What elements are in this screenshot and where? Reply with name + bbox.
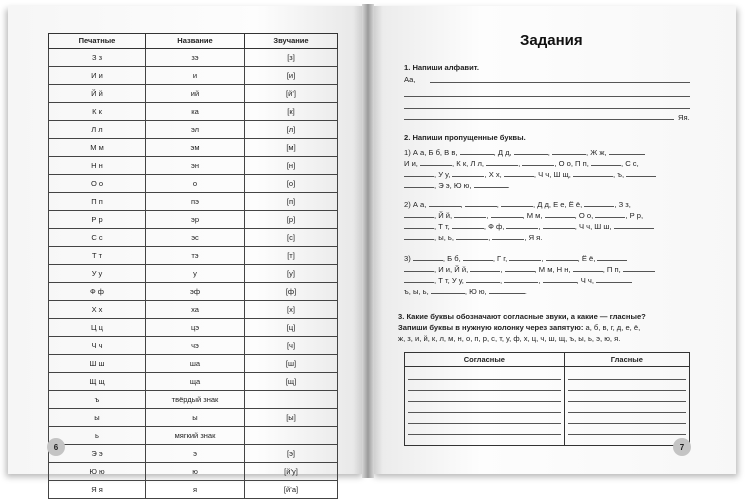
letter-sound-cell: [п] [245,192,338,210]
letter-cell: П п [49,192,146,210]
letter-name-cell: и [146,66,245,84]
letter-sound-cell: [ы] [245,408,338,426]
blank[interactable] [491,211,523,218]
task2-p2-line4: , ы, ь, , , Я я. [404,233,542,242]
task3-question: 3. Какие буквы обозначают согласные звуки, а какие — гласные? [398,312,646,321]
consonants-answer-cell[interactable] [405,367,565,446]
letter-sound-cell: [з] [245,48,338,66]
letter-cell: Щ щ [49,372,146,390]
letter-sound-cell: [л] [245,120,338,138]
letter-sound-cell: [ч] [245,336,338,354]
letter-sound-cell: [и] [245,66,338,84]
blank[interactable] [591,159,621,166]
blank[interactable] [404,233,434,240]
letter-name-cell: эф [146,282,245,300]
blank[interactable] [552,148,586,155]
alphabet-row [49,444,338,462]
task2-p1-line3: , У у, , Х х, , Ч ч, Ш щ, , ъ, [404,170,656,179]
blank[interactable] [546,254,578,261]
letter-sound-cell: [о] [245,174,338,192]
header-printed: Печатные [49,34,146,49]
alphabet-row [49,246,338,264]
blank[interactable] [404,211,434,218]
letter-cell: М м [49,138,146,156]
alphabet-table-header [49,34,338,49]
letter-sound-cell: [й’а] [245,480,338,498]
blank[interactable] [431,287,465,294]
blank[interactable] [452,222,484,229]
alphabet-row [49,336,338,354]
write-line[interactable] [430,82,690,83]
letter-sound-cell: [м] [245,138,338,156]
letter-cell: З з [49,48,146,66]
letter-cell: Й й [49,84,146,102]
answer-table [404,352,690,446]
letter-cell: Р р [49,210,146,228]
header-vowels: Гласные [564,353,689,367]
blank[interactable] [584,200,614,207]
blank[interactable] [506,222,538,229]
blank[interactable] [596,276,632,283]
blank[interactable] [474,181,508,188]
blank[interactable] [573,265,603,272]
letter-cell: Н н [49,156,146,174]
blank[interactable] [404,181,434,188]
alphabet-row [49,408,338,426]
write-line[interactable] [404,108,690,109]
letter-cell: И и [49,66,146,84]
alphabet-row [49,210,338,228]
alphabet-row [49,120,338,138]
write-line[interactable] [404,119,674,120]
letter-cell: ь [49,426,146,444]
alphabet-row [49,138,338,156]
blank[interactable] [413,254,443,261]
blank[interactable] [456,233,488,240]
alphabet-row [49,354,338,372]
page-title: Задания [520,32,583,49]
letter-name-cell: цэ [146,318,245,336]
letter-name-cell: ша [146,354,245,372]
alphabet-row [49,372,338,390]
blank[interactable] [404,265,434,272]
blank[interactable] [609,148,645,155]
letter-name-cell: тэ [146,246,245,264]
letter-name-cell: о [146,174,245,192]
letter-sound-cell: [ш] [245,354,338,372]
letter-name-cell: пэ [146,192,245,210]
letter-cell: О о [49,174,146,192]
blank[interactable] [543,222,575,229]
letter-cell: ы [49,408,146,426]
letter-cell: Ч ч [49,336,146,354]
blank[interactable] [522,159,554,166]
blank[interactable] [463,254,493,261]
alphabet-row [49,192,338,210]
blank[interactable] [543,276,577,283]
blank[interactable] [404,276,434,283]
alphabet-row [49,48,338,66]
blank[interactable] [514,148,548,155]
blank[interactable] [545,211,575,218]
letter-name-cell: у [146,264,245,282]
alphabet-row [49,84,338,102]
blank[interactable] [573,170,613,177]
blank[interactable] [429,200,461,207]
alphabet-row [49,174,338,192]
letter-cell: Э э [49,444,146,462]
alphabet-row [49,282,338,300]
letter-name-cell: чэ [146,336,245,354]
blank[interactable] [509,254,541,261]
letter-name-cell: эл [146,120,245,138]
blank[interactable] [404,222,434,229]
letter-cell: Х х [49,300,146,318]
letter-sound-cell [245,426,338,444]
task2-p1-line4: , Э э, Ю ю, . [404,181,510,190]
task3-instruction: Запиши буквы в нужную колонку через запятую: а, б, в, г, д, е, ё, [398,323,641,332]
letter-sound-cell: [х] [245,300,338,318]
blank[interactable] [501,200,533,207]
task3-letters: ж, з, и, й, к, л, м, н, о, п, р, с, т, у, ф, х, ц, ч, ш, щ, ъ, ы, ь, э, ю, я. [398,334,621,343]
task2-p2-line1: 2) А а, , , , Д д, Е е, Ё ё, , З з, [404,200,631,209]
alphabet-row [49,300,338,318]
letter-sound-cell: [с] [245,228,338,246]
letter-name-cell: ю [146,462,245,480]
letter-name-cell: ща [146,372,245,390]
letter-name-cell: ы [146,408,245,426]
blank[interactable] [465,200,497,207]
letter-sound-cell: [к] [245,102,338,120]
alphabet-row [49,228,338,246]
write-line[interactable] [404,96,690,97]
letter-cell: С с [49,228,146,246]
letter-cell: К к [49,102,146,120]
book-spine [362,4,374,478]
blank[interactable] [597,254,627,261]
letter-sound-cell: [ц] [245,318,338,336]
letter-sound-cell: [э] [245,444,338,462]
letter-name-cell: мягкий знак [146,426,245,444]
blank[interactable] [486,159,518,166]
blank[interactable] [504,170,534,177]
letter-cell: ъ [49,390,146,408]
task1-heading: 1. Напиши алфавит. [404,63,479,72]
blank[interactable] [489,287,525,294]
blank[interactable] [466,276,500,283]
letter-cell: Ц ц [49,318,146,336]
alphabet-row [49,66,338,84]
task1-end: Яя. [678,113,690,122]
blank[interactable] [454,211,486,218]
letter-name-cell: я [146,480,245,498]
header-name: Название [146,34,245,49]
page-number-left: 6 [47,438,65,456]
letter-name-cell: ий [146,84,245,102]
letter-sound-cell: [ф] [245,282,338,300]
letter-cell: У у [49,264,146,282]
task2-p2-line2: , Й й, , , М м, , О о, , Р р, [404,211,643,220]
letter-name-cell: зэ [146,48,245,66]
blank[interactable] [470,265,500,272]
letter-name-cell: твёрдый знак [146,390,245,408]
alphabet-row [49,462,338,480]
letter-cell: Ш ш [49,354,146,372]
alphabet-row [49,426,338,444]
letter-sound-cell: [й’] [245,84,338,102]
letter-name-cell: э [146,444,245,462]
letter-sound-cell: [у] [245,264,338,282]
letter-sound-cell: [щ] [245,372,338,390]
blank[interactable] [420,159,452,166]
blank[interactable] [623,265,655,272]
task2-heading: 2. Напиши пропущенные буквы. [404,133,526,142]
alphabet-row [49,318,338,336]
letter-sound-cell: [й’у] [245,462,338,480]
header-consonants: Согласные [405,353,565,367]
task2-p1-line2: И и, , К к, Л л, , , О о, П п, , С с, [404,159,639,168]
task2-p2-line3: , Т т, , Ф ф, , , Ч ч, Ш ш, [404,222,654,231]
letter-sound-cell [245,390,338,408]
header-sound: Звучание [245,34,338,49]
letter-name-cell: ха [146,300,245,318]
page-number-right: 7 [673,438,691,456]
letter-name-cell: эн [146,156,245,174]
alphabet-row [49,156,338,174]
letter-cell: Л л [49,120,146,138]
task1-start: Аа, [404,75,416,84]
task2-p3-line2: , И и, Й й, , , М м, Н н, , П п, [404,265,655,274]
task2-p1-line1: 1) А а, Б б, В в, , Д д, , , Ж ж, [404,148,645,157]
blank[interactable] [504,276,538,283]
task2-p3-line3: , Т т, У у, , , , Ч ч, [404,276,632,285]
task2-p3-line4: ъ, ы, ь, , Ю ю, . [404,287,527,296]
blank[interactable] [626,170,656,177]
alphabet-row [49,390,338,408]
blank[interactable] [460,148,494,155]
letter-cell: Ю ю [49,462,146,480]
alphabet-table [48,33,338,499]
blank[interactable] [452,170,484,177]
blank[interactable] [614,222,654,229]
letter-sound-cell: [р] [245,210,338,228]
letter-name-cell: эр [146,210,245,228]
alphabet-row [49,480,338,498]
alphabet-row [49,264,338,282]
blank[interactable] [404,170,434,177]
letter-cell: Я я [49,480,146,498]
blank[interactable] [505,265,535,272]
vowels-answer-cell[interactable] [564,367,689,446]
alphabet-row [49,102,338,120]
letter-cell: Т т [49,246,146,264]
blank[interactable] [492,233,524,240]
letter-sound-cell: [н] [245,156,338,174]
letter-name-cell: ка [146,102,245,120]
letter-name-cell: эм [146,138,245,156]
letter-cell: Ф ф [49,282,146,300]
letter-sound-cell: [т] [245,246,338,264]
letter-name-cell: эс [146,228,245,246]
blank[interactable] [595,211,625,218]
task2-p3-line1: 3) , Б б, , Г г, , , Ё ё, [404,254,627,263]
